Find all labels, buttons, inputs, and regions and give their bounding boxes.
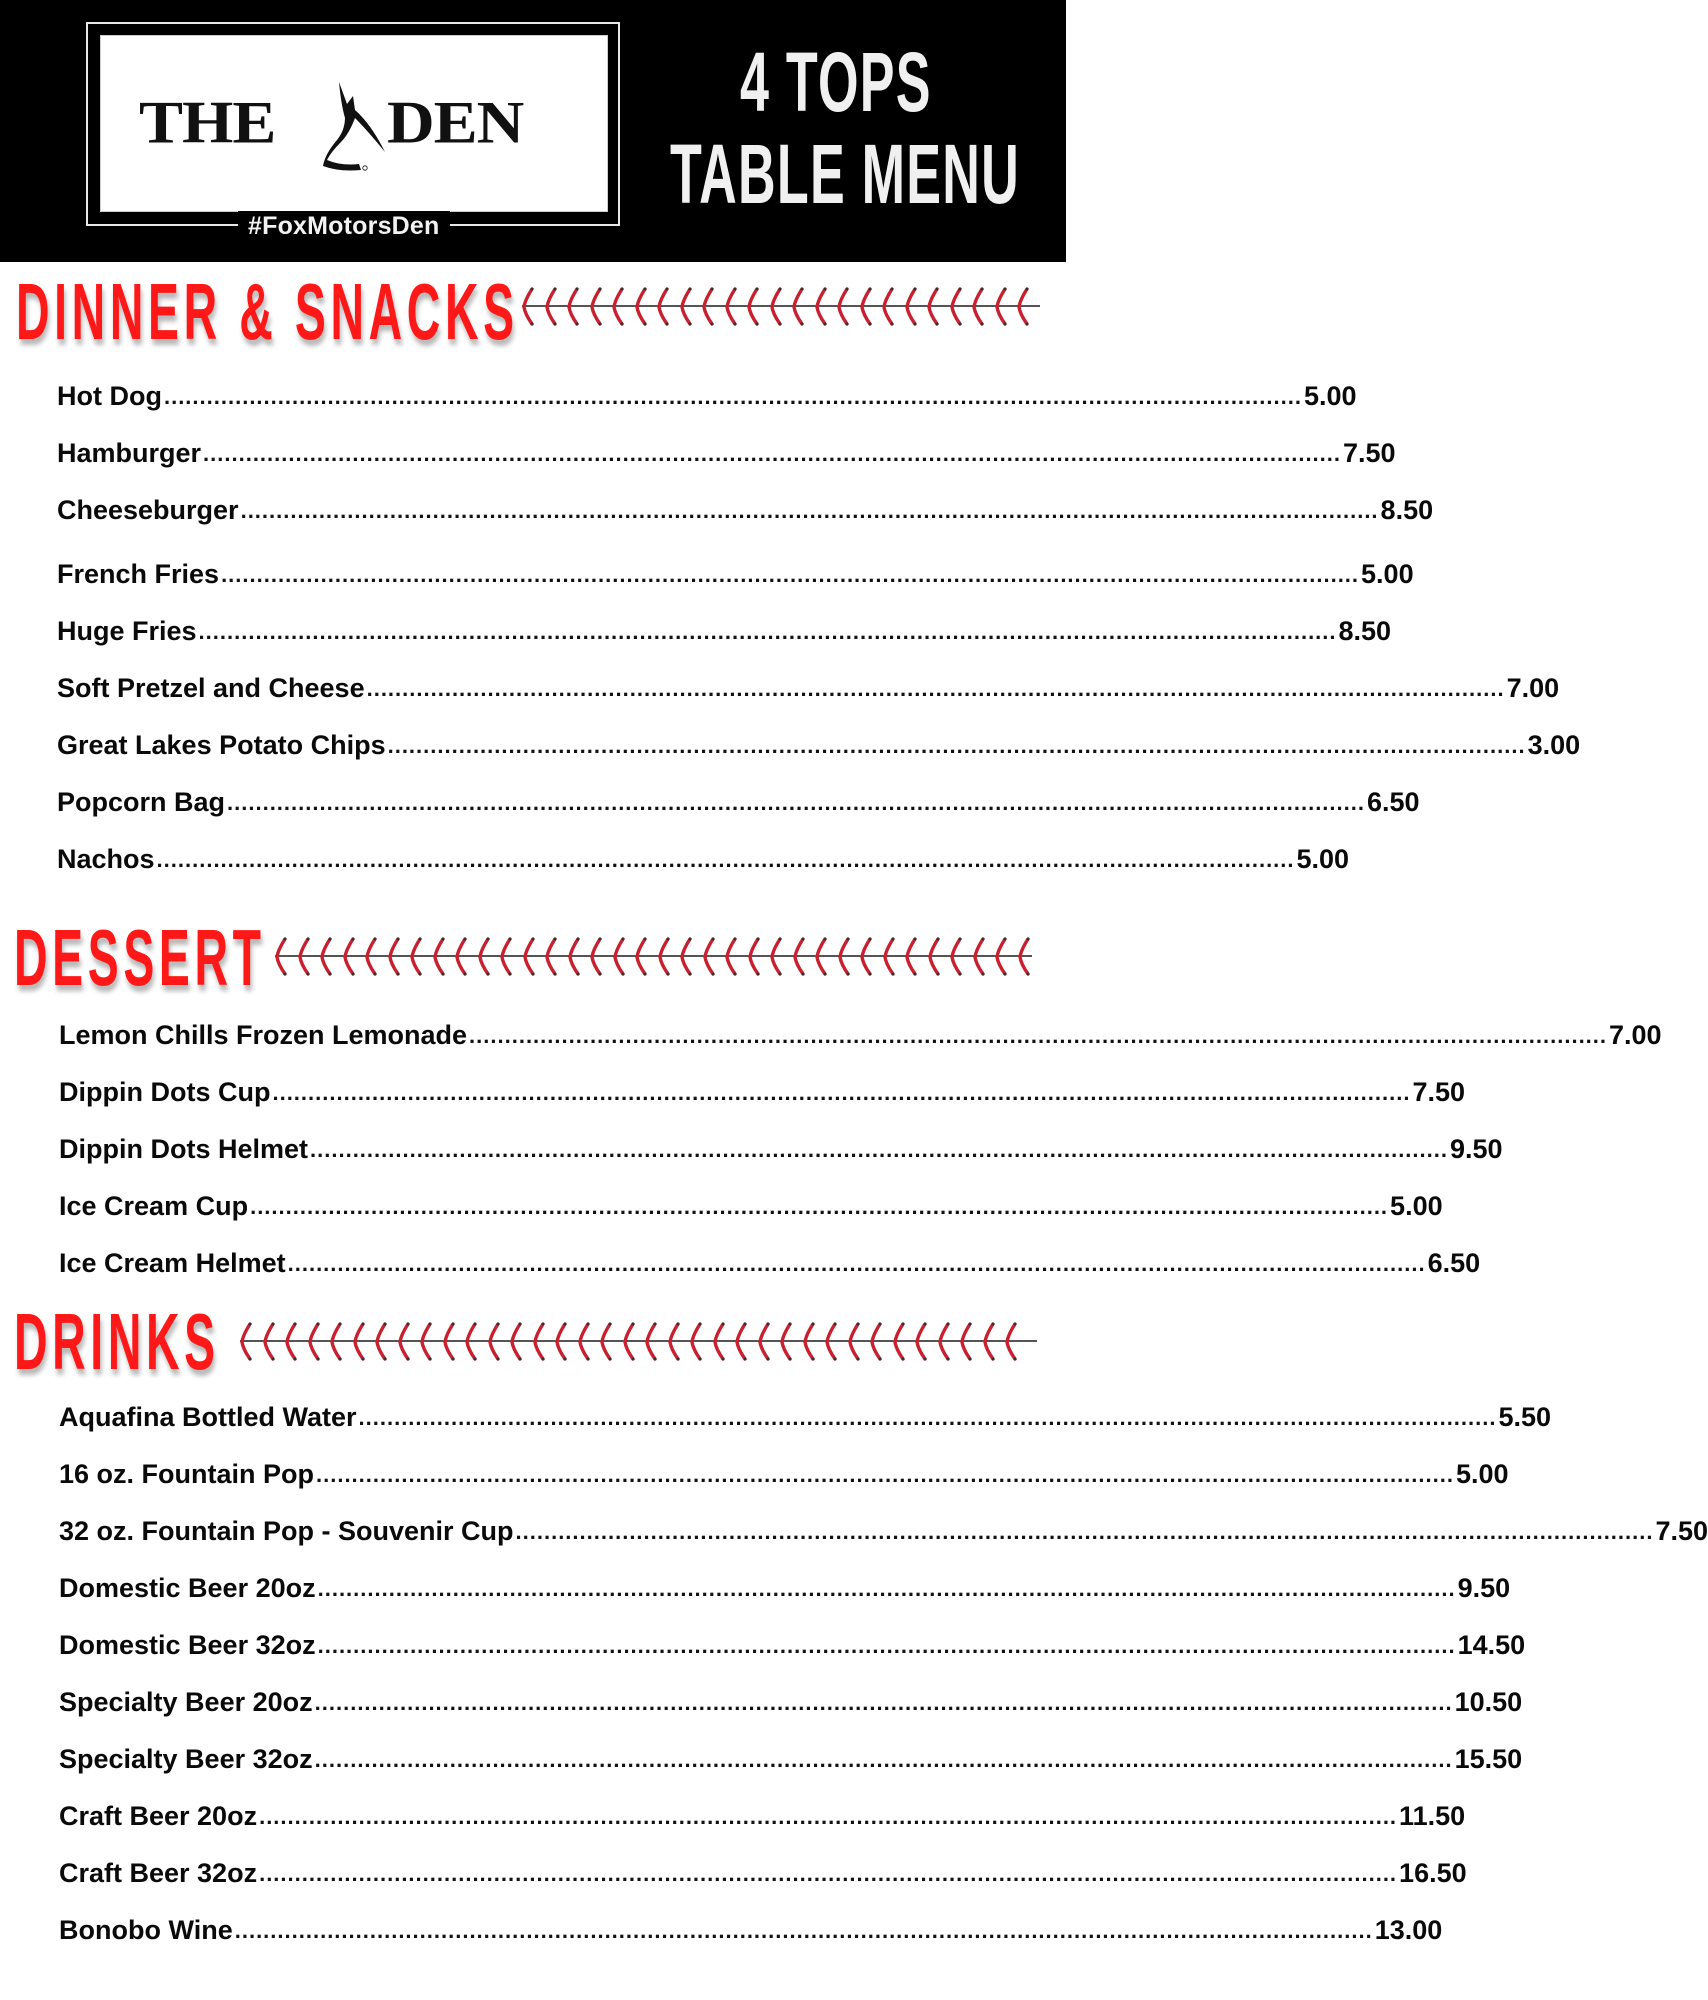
menu-item <box>59 1678 1523 1718</box>
leader-dots: ................................................................................................................................................................ <box>317 1576 1456 1601</box>
stitch-chevron-icon <box>568 936 580 976</box>
stitch-chevron-icon <box>950 936 962 976</box>
stitch-chevron-icon <box>545 936 557 976</box>
stitch-chevron-icon <box>713 1321 725 1361</box>
stitch-chevron-icon <box>465 1321 477 1361</box>
stitch-chevron-icon <box>298 936 310 976</box>
logo-right-word: DEN <box>387 88 524 157</box>
stitch-chevron-icon <box>848 1321 860 1361</box>
stitch-chevron-icon <box>893 1321 905 1361</box>
menu-item <box>57 721 1581 761</box>
stitch-chevron-icon <box>735 1321 747 1361</box>
leader-dots: ................................................................................................................................................................ <box>259 1861 1398 1886</box>
stitch-chevron-icon <box>612 286 624 326</box>
leader-dots: ................................................................................................................................................................ <box>469 1023 1608 1048</box>
stitch-chevron-icon <box>837 286 849 326</box>
stitch-chevron-icon <box>388 936 400 976</box>
item-price: 16.50 <box>1399 1858 1467 1888</box>
stitch-chevron-icon <box>915 1321 927 1361</box>
item-price: 5.50 <box>1498 1402 1552 1432</box>
stitch-chevron-icon <box>330 1321 342 1361</box>
item-name: Lemon Chills Frozen Lemonade <box>59 1020 468 1050</box>
menu-item <box>59 1393 1552 1433</box>
menu-item <box>59 1507 1708 1547</box>
stitch-chevron-icon <box>680 936 692 976</box>
menu-item <box>59 1125 1503 1165</box>
item-price: 5.00 <box>1390 1191 1443 1221</box>
item-price: 3.00 <box>1527 730 1581 760</box>
item-name: 32 oz. Fountain Pop - Souvenir Cup <box>59 1516 514 1546</box>
stitch-chevron-icon <box>455 936 467 976</box>
stitch-chevron-icon <box>815 936 827 976</box>
stitch-chevron-icon <box>725 286 737 326</box>
item-price: 5.00 <box>1296 844 1350 874</box>
item-name: French Fries <box>57 559 220 589</box>
stitch-chevron-icon <box>567 286 579 326</box>
item-name: Specialty Beer 20oz <box>59 1687 313 1717</box>
menu-item <box>57 372 1357 412</box>
item-price: 9.50 <box>1457 1573 1511 1603</box>
leader-dots: ................................................................................................................................................................ <box>316 1462 1454 1487</box>
stitch-chevron-icon <box>375 1321 387 1361</box>
leader-dots: ................................................................................................................................................................ <box>221 562 1360 587</box>
menu-item <box>59 1849 1467 1889</box>
baseball-stitches-divider <box>522 284 1040 328</box>
stitch-chevron-icon <box>500 936 512 976</box>
leader-dots: ................................................................................................................................................................ <box>156 847 1295 872</box>
menu-item <box>59 1906 1443 1946</box>
item-price: 8.50 <box>1380 495 1434 525</box>
stitch-chevron-icon <box>523 936 535 976</box>
stitch-chevron-icon <box>478 936 490 976</box>
item-name: Ice Cream Helmet <box>59 1248 286 1278</box>
stitch-chevron-icon <box>623 1321 635 1361</box>
menu-item <box>59 1239 1481 1279</box>
stitch-chevron-icon <box>590 286 602 326</box>
menu-item <box>59 1182 1443 1222</box>
leader-dots: ................................................................................................................................................................ <box>314 1747 1453 1772</box>
item-name: Hot Dog <box>57 381 162 411</box>
stitch-chevron-icon <box>960 1321 972 1361</box>
stitch-chevron-icon <box>275 936 287 976</box>
menu-item <box>57 486 1434 526</box>
menu-item <box>59 1011 1662 1051</box>
menu-title-line-2: TABLE MENU <box>670 127 1020 221</box>
item-price: 11.50 <box>1399 1801 1466 1831</box>
stitch-chevron-icon <box>770 936 782 976</box>
stitch-chevron-icon <box>555 1321 567 1361</box>
item-name: Craft Beer 20oz <box>59 1801 258 1831</box>
leader-dots: ................................................................................................................................................................ <box>515 1519 1654 1544</box>
stitch-chevron-icon <box>668 1321 680 1361</box>
stitch-chevron-icon <box>803 1321 815 1361</box>
stitch-chevron-icon <box>995 286 1007 326</box>
stitch-chevron-icon <box>770 286 782 326</box>
stitch-chevron-icon <box>433 936 445 976</box>
stitch-chevron-icon <box>578 1321 590 1361</box>
stitch-chevron-icon <box>690 1321 702 1361</box>
stitch-chevron-icon <box>533 1321 545 1361</box>
item-name: Huge Fries <box>57 616 197 646</box>
leader-dots: ................................................................................................................................................................ <box>198 619 1337 644</box>
section-heading-drinks: DRINKS <box>14 1297 220 1386</box>
leader-dots: ................................................................................................................................................................ <box>287 1251 1426 1276</box>
menu-item <box>57 835 1350 875</box>
stitch-chevron-icon <box>725 936 737 976</box>
stitch-chevron-icon <box>838 936 850 976</box>
stitch-chevron-icon <box>545 286 557 326</box>
baseball-stitches-divider <box>275 934 1032 978</box>
stitch-chevron-icon <box>703 936 715 976</box>
logo <box>100 35 608 212</box>
stitch-chevron-icon <box>343 936 355 976</box>
stitch-chevron-icon <box>928 936 940 976</box>
menu-title-line-1: 4 TOPS <box>740 35 932 129</box>
item-name: Ice Cream Cup <box>59 1191 249 1221</box>
fox-head-icon <box>301 74 401 174</box>
menu-item <box>57 429 1396 469</box>
stitch-chevron-icon <box>905 936 917 976</box>
stitch-chevron-icon <box>938 1321 950 1361</box>
item-price: 7.00 <box>1609 1020 1662 1050</box>
stitch-chevron-icon <box>680 286 692 326</box>
menu-item <box>59 1735 1523 1775</box>
item-name: Dippin Dots Helmet <box>59 1134 309 1164</box>
item-name: Nachos <box>57 844 155 874</box>
stitch-chevron-icon <box>657 286 669 326</box>
stitch-chevron-icon <box>870 1321 882 1361</box>
leader-dots: ................................................................................................................................................................ <box>227 790 1365 815</box>
item-price: 9.50 <box>1449 1134 1503 1164</box>
stitch-chevron-icon <box>995 936 1007 976</box>
item-price: 10.50 <box>1454 1687 1523 1717</box>
item-name: Domestic Beer 20oz <box>59 1573 316 1603</box>
stitch-chevron-icon <box>882 286 894 326</box>
item-price: 6.50 <box>1366 787 1420 817</box>
stitch-chevron-icon <box>285 1321 297 1361</box>
stitch-chevron-icon <box>320 936 332 976</box>
leader-dots: ................................................................................................................................................................ <box>163 384 1302 409</box>
stitch-chevron-icon <box>815 286 827 326</box>
menu-item <box>59 1068 1465 1108</box>
stitch-chevron-icon <box>308 1321 320 1361</box>
stitch-chevron-icon <box>635 936 647 976</box>
leader-dots: ................................................................................................................................................................ <box>240 498 1379 523</box>
item-price: 5.00 <box>1455 1459 1509 1489</box>
leader-dots: ................................................................................................................................................................ <box>358 1405 1497 1430</box>
baseball-stitches-divider <box>240 1319 1037 1363</box>
stitch-chevron-icon <box>1005 1321 1017 1361</box>
item-price: 6.50 <box>1427 1248 1481 1278</box>
menu-item <box>59 1621 1526 1661</box>
stitch-chevron-icon <box>950 286 962 326</box>
menu-item <box>57 607 1392 647</box>
item-name: Popcorn Bag <box>57 787 226 817</box>
item-price: 8.50 <box>1338 616 1392 646</box>
leader-dots: ................................................................................................................................................................ <box>250 1194 1389 1219</box>
item-name: Craft Beer 32oz <box>59 1858 258 1888</box>
stitch-chevron-icon <box>860 936 872 976</box>
leader-dots: ................................................................................................................................................................ <box>234 1918 1373 1943</box>
stitch-chevron-icon <box>1018 936 1030 976</box>
leader-dots: ................................................................................................................................................................ <box>272 1080 1411 1105</box>
menu-item <box>59 1564 1511 1604</box>
stitch-chevron-icon <box>658 936 670 976</box>
item-price: 13.00 <box>1374 1915 1443 1945</box>
leader-dots: ................................................................................................................................................................ <box>317 1633 1456 1658</box>
stitch-chevron-icon <box>510 1321 522 1361</box>
leader-dots: ................................................................................................................................................................ <box>259 1804 1398 1829</box>
stitch-chevron-icon <box>420 1321 432 1361</box>
item-price: 7.00 <box>1506 673 1560 703</box>
stitch-chevron-icon <box>758 1321 770 1361</box>
stitch-chevron-icon <box>488 1321 500 1361</box>
stitch-chevron-icon <box>263 1321 275 1361</box>
stitch-chevron-icon <box>410 936 422 976</box>
item-name: Dippin Dots Cup <box>59 1077 271 1107</box>
header-banner <box>0 0 1066 262</box>
item-price: 7.50 <box>1655 1516 1708 1546</box>
stitch-chevron-icon <box>613 936 625 976</box>
item-name: Cheeseburger <box>57 495 239 525</box>
stitch-chevron-icon <box>747 286 759 326</box>
stitch-chevron-icon <box>702 286 714 326</box>
item-name: Bonobo Wine <box>59 1915 233 1945</box>
stitch-chevron-icon <box>1017 286 1029 326</box>
menu-item <box>59 1792 1466 1832</box>
stitch-chevron-icon <box>353 1321 365 1361</box>
stitch-chevron-icon <box>645 1321 657 1361</box>
stitch-chevron-icon <box>983 1321 995 1361</box>
stitch-chevron-icon <box>972 286 984 326</box>
stitch-chevron-icon <box>600 1321 612 1361</box>
section-heading-dinner-snacks: DINNER & SNACKS <box>16 267 519 356</box>
stitch-chevron-icon <box>825 1321 837 1361</box>
stitch-chevron-icon <box>398 1321 410 1361</box>
stitch-chevron-icon <box>905 286 917 326</box>
menu-item <box>57 550 1414 590</box>
item-name: Great Lakes Potato Chips <box>57 730 386 760</box>
leader-dots: ................................................................................................................................................................ <box>314 1690 1453 1715</box>
item-price: 15.50 <box>1454 1744 1523 1774</box>
stitch-chevron-icon <box>748 936 760 976</box>
stitch-chevron-icon <box>973 936 985 976</box>
hashtag: #FoxMotorsDen <box>238 211 450 241</box>
item-name: Domestic Beer 32oz <box>59 1630 316 1660</box>
item-price: 5.00 <box>1303 381 1357 411</box>
item-name: Soft Pretzel and Cheese <box>57 673 365 703</box>
item-price: 14.50 <box>1457 1630 1526 1660</box>
stitch-chevron-icon <box>590 936 602 976</box>
stitch-chevron-icon <box>780 1321 792 1361</box>
item-price: 5.00 <box>1361 559 1414 589</box>
stitch-chevron-icon <box>240 1321 252 1361</box>
leader-dots: ................................................................................................................................................................ <box>387 733 1526 758</box>
section-heading-dessert: DESSERT <box>14 913 266 1002</box>
stitch-chevron-icon <box>522 286 534 326</box>
item-name: Aquafina Bottled Water <box>59 1402 357 1432</box>
stitch-chevron-icon <box>792 286 804 326</box>
item-name: Hamburger <box>57 438 202 468</box>
menu-item <box>57 664 1560 704</box>
stitch-chevron-icon <box>860 286 872 326</box>
item-price: 7.50 <box>1412 1077 1465 1107</box>
stitch-chevron-icon <box>927 286 939 326</box>
stitch-chevron-icon <box>365 936 377 976</box>
item-name: 16 oz. Fountain Pop <box>59 1459 314 1489</box>
leader-dots: ................................................................................................................................................................ <box>366 676 1505 701</box>
stitch-chevron-icon <box>883 936 895 976</box>
item-name: Specialty Beer 32oz <box>59 1744 313 1774</box>
leader-dots: ................................................................................................................................................................ <box>203 441 1341 466</box>
leader-dots: ................................................................................................................................................................ <box>310 1137 1448 1162</box>
menu-item <box>59 1450 1509 1490</box>
stitch-chevron-icon <box>793 936 805 976</box>
menu-item <box>57 778 1420 818</box>
stitch-chevron-icon <box>443 1321 455 1361</box>
logo-left-word: THE <box>139 88 276 157</box>
item-price: 7.50 <box>1343 438 1396 468</box>
stitch-chevron-icon <box>635 286 647 326</box>
